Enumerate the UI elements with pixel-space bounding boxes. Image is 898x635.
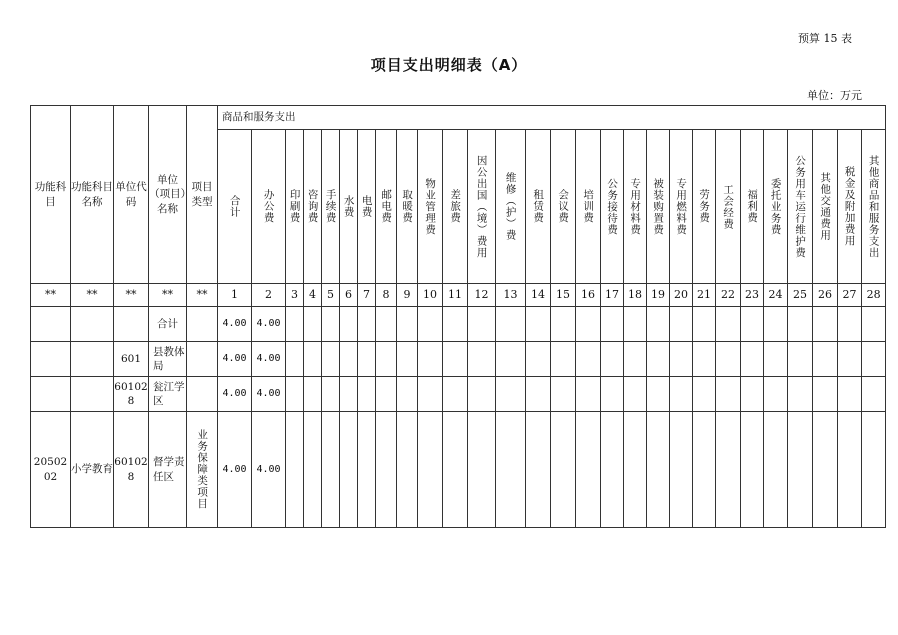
cell-total: 4.00	[218, 412, 252, 528]
column-header	[286, 130, 304, 284]
column-header-label: 劳务费	[698, 189, 711, 224]
column-header-label: 取暖费	[401, 189, 414, 224]
index-number-cell: 24	[764, 284, 788, 307]
column-header-label: 其他商品和服务支出	[867, 154, 880, 259]
cell-unit-name: 督学责任区	[149, 412, 187, 528]
column-header	[322, 130, 340, 284]
empty-cell	[443, 412, 468, 528]
page-title: 项目支出明细表（A）	[370, 56, 528, 74]
empty-cell	[647, 412, 670, 528]
empty-cell	[576, 412, 601, 528]
cell-func-subject	[31, 342, 71, 377]
empty-cell	[764, 307, 788, 342]
empty-cell	[286, 377, 304, 412]
table-row	[31, 307, 886, 342]
column-header-label: 专用燃料费	[675, 177, 688, 236]
empty-cell	[862, 377, 886, 412]
cell-office: 4.00	[252, 307, 286, 342]
col-unit-name: 单位（项目）名称	[149, 106, 187, 284]
cell-unit-code: 601028	[114, 377, 149, 412]
empty-cell	[304, 307, 322, 342]
form-number: 预算 15 表	[798, 32, 852, 45]
column-header-label: 咨询费	[306, 189, 319, 224]
empty-cell	[741, 342, 764, 377]
empty-cell	[340, 412, 358, 528]
empty-cell	[397, 342, 418, 377]
column-header-label: 因公出国（境）费用	[475, 154, 488, 259]
empty-cell	[286, 412, 304, 528]
empty-cell	[716, 377, 741, 412]
column-header	[358, 130, 376, 284]
empty-cell	[358, 377, 376, 412]
cell-total: 4.00	[218, 377, 252, 412]
empty-cell	[670, 377, 693, 412]
column-header	[376, 130, 397, 284]
column-header	[788, 130, 813, 284]
index-number-cell: 15	[551, 284, 576, 307]
empty-cell	[340, 342, 358, 377]
index-number-cell: 4	[304, 284, 322, 307]
empty-cell	[838, 342, 862, 377]
index-number-cell: 3	[286, 284, 304, 307]
column-header-label: 物业管理费	[424, 177, 437, 236]
index-number-cell: 19	[647, 284, 670, 307]
index-number-cell: 2	[252, 284, 286, 307]
empty-cell	[397, 307, 418, 342]
index-number-cell: 12	[468, 284, 496, 307]
index-number-cell: 10	[418, 284, 443, 307]
empty-cell	[496, 412, 526, 528]
empty-cell	[443, 377, 468, 412]
empty-cell	[526, 412, 551, 528]
column-header-label: 水费	[342, 195, 355, 218]
empty-cell	[496, 377, 526, 412]
empty-cell	[741, 412, 764, 528]
empty-cell	[397, 377, 418, 412]
empty-cell	[624, 377, 647, 412]
col-func-subject-name: 功能科目名称	[71, 106, 114, 284]
column-header	[862, 130, 886, 284]
empty-cell	[322, 342, 340, 377]
column-header	[716, 130, 741, 284]
empty-cell	[443, 342, 468, 377]
column-header	[468, 130, 496, 284]
empty-cell	[286, 307, 304, 342]
index-star-cell: **	[187, 284, 218, 307]
column-header	[838, 130, 862, 284]
index-row	[31, 284, 886, 307]
index-number-cell: 13	[496, 284, 526, 307]
index-star-cell: **	[31, 284, 71, 307]
empty-cell	[304, 342, 322, 377]
column-header-label: 工会经费	[722, 183, 735, 230]
cell-project-type	[187, 307, 218, 342]
empty-cell	[788, 377, 813, 412]
empty-cell	[526, 377, 551, 412]
index-number-cell: 14	[526, 284, 551, 307]
unit-label: 单位：万元	[807, 89, 862, 102]
empty-cell	[716, 342, 741, 377]
column-header	[647, 130, 670, 284]
empty-cell	[624, 412, 647, 528]
empty-cell	[496, 342, 526, 377]
column-header-label: 专用材料费	[629, 177, 642, 236]
column-header-label: 办公费	[262, 189, 275, 224]
cell-office: 4.00	[252, 412, 286, 528]
empty-cell	[601, 342, 624, 377]
column-header-label: 租赁费	[532, 189, 545, 224]
column-header-label: 差旅费	[449, 189, 462, 224]
column-header-label: 会议费	[557, 189, 570, 224]
empty-cell	[468, 342, 496, 377]
col-unit-code: 单位代码	[114, 106, 149, 284]
index-number-cell: 6	[340, 284, 358, 307]
group-header: 商品和服务支出	[218, 106, 886, 130]
empty-cell	[647, 307, 670, 342]
empty-cell	[397, 412, 418, 528]
empty-cell	[764, 377, 788, 412]
empty-cell	[838, 307, 862, 342]
empty-cell	[693, 342, 716, 377]
empty-cell	[526, 342, 551, 377]
empty-cell	[496, 307, 526, 342]
table-row	[31, 342, 886, 377]
column-header	[601, 130, 624, 284]
empty-cell	[551, 307, 576, 342]
empty-cell	[418, 342, 443, 377]
column-header	[670, 130, 693, 284]
empty-cell	[468, 307, 496, 342]
empty-cell	[322, 377, 340, 412]
empty-cell	[670, 342, 693, 377]
index-number-cell: 18	[624, 284, 647, 307]
column-header	[551, 130, 576, 284]
cell-project-type	[187, 377, 218, 412]
column-header-label: 合计	[228, 195, 241, 218]
empty-cell	[693, 412, 716, 528]
empty-cell	[741, 377, 764, 412]
empty-cell	[376, 412, 397, 528]
index-star-cell: **	[71, 284, 114, 307]
column-header	[693, 130, 716, 284]
empty-cell	[764, 412, 788, 528]
empty-cell	[788, 307, 813, 342]
index-number-cell: 28	[862, 284, 886, 307]
index-number-cell: 23	[741, 284, 764, 307]
empty-cell	[693, 377, 716, 412]
column-header	[764, 130, 788, 284]
empty-cell	[418, 377, 443, 412]
column-header	[340, 130, 358, 284]
empty-cell	[647, 377, 670, 412]
cell-unit-code	[114, 307, 149, 342]
column-header-label: 福利费	[746, 189, 759, 224]
index-number-cell: 26	[813, 284, 838, 307]
empty-cell	[764, 342, 788, 377]
empty-cell	[304, 377, 322, 412]
index-number-cell: 11	[443, 284, 468, 307]
cell-func-subject-name	[71, 377, 114, 412]
column-header	[576, 130, 601, 284]
index-number-cell: 22	[716, 284, 741, 307]
column-header-label: 税金及附加费用	[843, 166, 856, 247]
cell-func-subject	[31, 377, 71, 412]
column-header	[304, 130, 322, 284]
column-header-label: 手续费	[324, 189, 337, 224]
column-header	[741, 130, 764, 284]
column-header-label: 培训费	[582, 189, 595, 224]
empty-cell	[813, 307, 838, 342]
empty-cell	[443, 307, 468, 342]
empty-cell	[322, 412, 340, 528]
empty-cell	[418, 412, 443, 528]
empty-cell	[376, 307, 397, 342]
column-header-label: 维修（护）费	[504, 172, 517, 241]
empty-cell	[741, 307, 764, 342]
empty-cell	[601, 377, 624, 412]
empty-cell	[788, 342, 813, 377]
empty-cell	[340, 377, 358, 412]
column-header-label: 公务接待费	[606, 177, 619, 236]
column-header	[813, 130, 838, 284]
column-header	[218, 130, 252, 284]
empty-cell	[526, 307, 551, 342]
empty-cell	[576, 377, 601, 412]
empty-cell	[418, 307, 443, 342]
cell-unit-name: 合计	[149, 307, 187, 342]
empty-cell	[340, 307, 358, 342]
empty-cell	[624, 342, 647, 377]
index-number-cell: 27	[838, 284, 862, 307]
index-star-cell: **	[114, 284, 149, 307]
col-project-type: 项目类型	[187, 106, 218, 284]
empty-cell	[716, 412, 741, 528]
empty-cell	[358, 412, 376, 528]
column-header-label: 印刷费	[288, 189, 301, 224]
empty-cell	[358, 307, 376, 342]
empty-cell	[716, 307, 741, 342]
cell-project-type	[187, 412, 218, 528]
expense-table	[30, 105, 886, 528]
empty-cell	[788, 412, 813, 528]
cell-unit-code: 601028	[114, 412, 149, 528]
index-number-cell: 8	[376, 284, 397, 307]
empty-cell	[551, 412, 576, 528]
empty-cell	[670, 412, 693, 528]
empty-cell	[813, 342, 838, 377]
cell-unit-name: 瓮江学区	[149, 377, 187, 412]
empty-cell	[468, 412, 496, 528]
column-header-label: 其他交通费用	[819, 172, 832, 241]
cell-unit-code: 601	[114, 342, 149, 377]
empty-cell	[838, 412, 862, 528]
column-header-label: 公务用车运行维护费	[794, 154, 807, 259]
column-header	[496, 130, 526, 284]
empty-cell	[693, 307, 716, 342]
empty-cell	[576, 342, 601, 377]
cell-total: 4.00	[218, 307, 252, 342]
column-header	[526, 130, 551, 284]
table-row	[31, 412, 886, 528]
empty-cell	[813, 412, 838, 528]
empty-cell	[601, 412, 624, 528]
index-star-cell: **	[149, 284, 187, 307]
index-number-cell: 17	[601, 284, 624, 307]
cell-office: 4.00	[252, 342, 286, 377]
cell-func-subject	[31, 307, 71, 342]
column-header	[443, 130, 468, 284]
column-header	[418, 130, 443, 284]
column-header	[252, 130, 286, 284]
index-number-cell: 7	[358, 284, 376, 307]
empty-cell	[576, 307, 601, 342]
cell-func-subject: 2050202	[31, 412, 71, 528]
empty-cell	[862, 412, 886, 528]
empty-cell	[376, 377, 397, 412]
cell-unit-name: 县教体局	[149, 342, 187, 377]
col-func-subject: 功能科目	[31, 106, 71, 284]
empty-cell	[601, 307, 624, 342]
column-header-label: 被装购置费	[652, 177, 665, 236]
column-header	[397, 130, 418, 284]
empty-cell	[322, 307, 340, 342]
empty-cell	[551, 342, 576, 377]
cell-func-subject-name	[71, 342, 114, 377]
column-header	[624, 130, 647, 284]
index-number-cell: 9	[397, 284, 418, 307]
empty-cell	[304, 412, 322, 528]
empty-cell	[286, 342, 304, 377]
header-row-group	[31, 106, 886, 130]
index-number-cell: 20	[670, 284, 693, 307]
index-number-cell: 1	[218, 284, 252, 307]
project-type-label: 业务保障类项目	[196, 429, 209, 510]
empty-cell	[647, 342, 670, 377]
empty-cell	[551, 377, 576, 412]
index-number-cell: 5	[322, 284, 340, 307]
index-number-cell: 16	[576, 284, 601, 307]
empty-cell	[838, 377, 862, 412]
cell-total: 4.00	[218, 342, 252, 377]
empty-cell	[624, 307, 647, 342]
cell-office: 4.00	[252, 377, 286, 412]
empty-cell	[376, 342, 397, 377]
cell-func-subject-name: 小学教育	[71, 412, 114, 528]
column-header-label: 委托业务费	[769, 177, 782, 236]
empty-cell	[358, 342, 376, 377]
table-row	[31, 377, 886, 412]
empty-cell	[862, 307, 886, 342]
empty-cell	[813, 377, 838, 412]
column-header-label: 邮电费	[380, 189, 393, 224]
index-number-cell: 25	[788, 284, 813, 307]
column-header-label: 电费	[360, 195, 373, 218]
empty-cell	[862, 342, 886, 377]
index-number-cell: 21	[693, 284, 716, 307]
empty-cell	[468, 377, 496, 412]
empty-cell	[670, 307, 693, 342]
cell-func-subject-name	[71, 307, 114, 342]
cell-project-type	[187, 342, 218, 377]
